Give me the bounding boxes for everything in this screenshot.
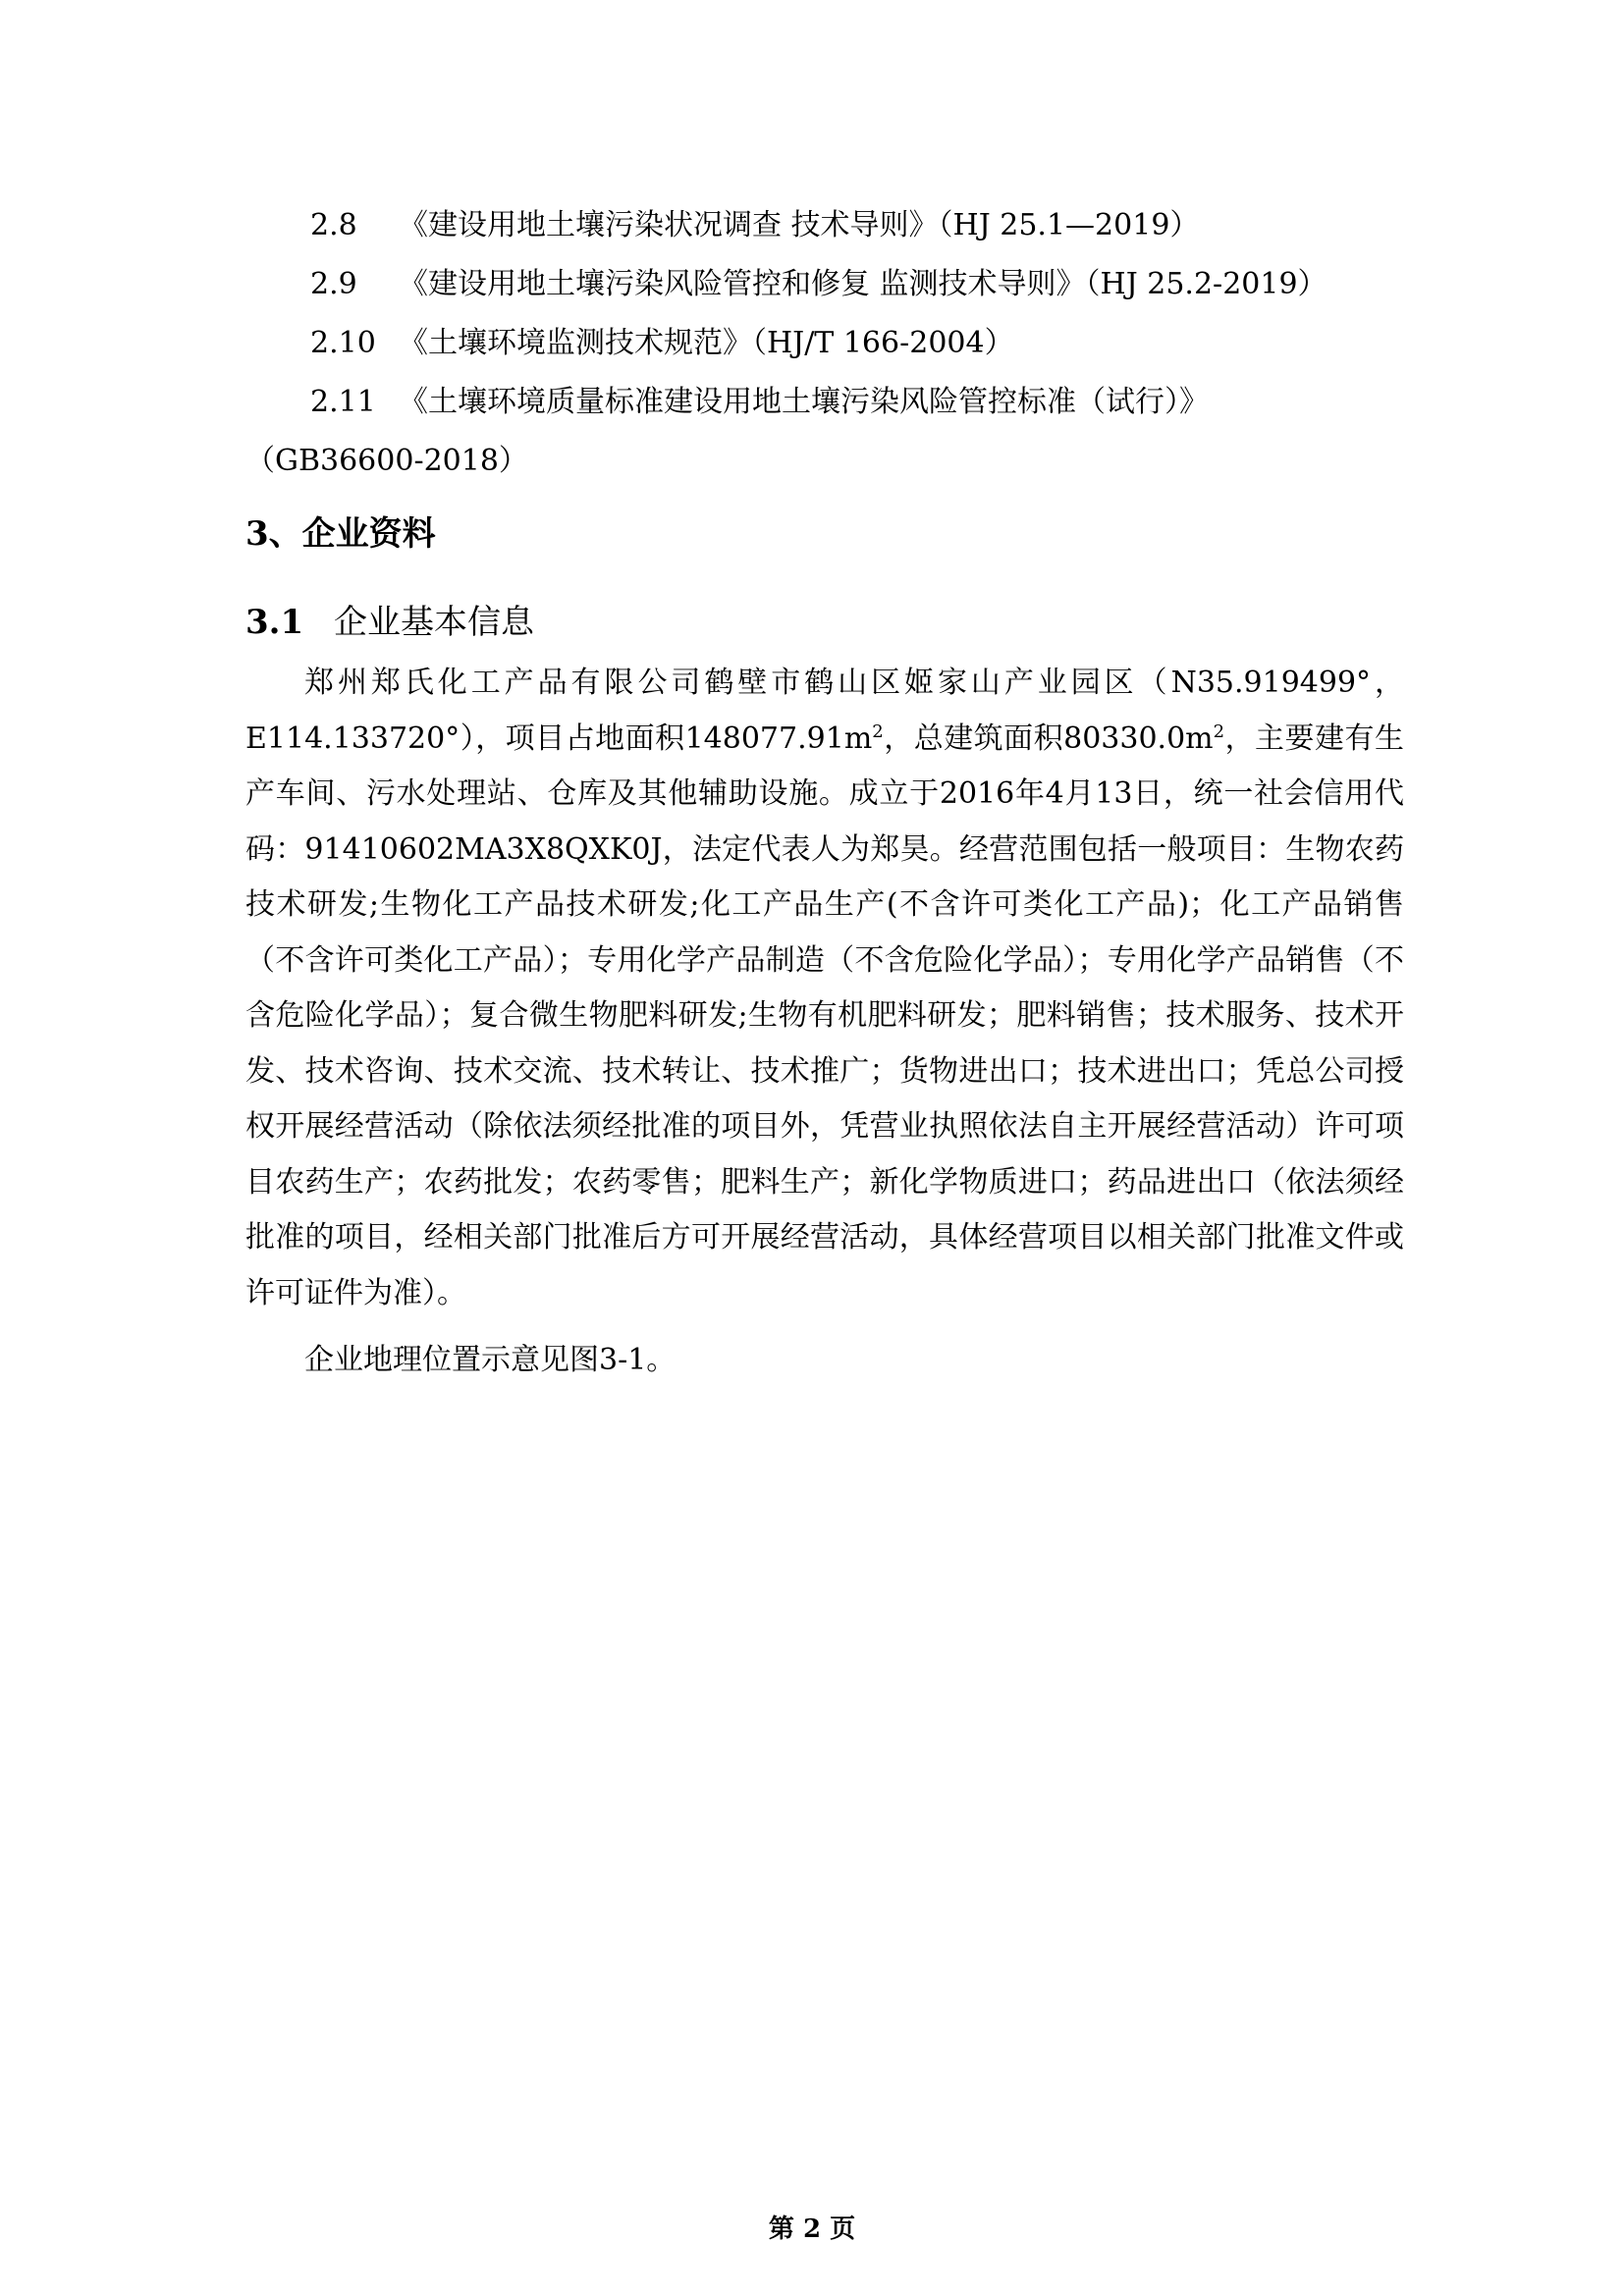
company-info-text-a: 郑州郑氏化工产品有限公司鹤壁市鹤山区姬家山产业园区（N35.919499°，E114.133720°），项目占地面积148077.91m	[245, 666, 1404, 756]
subsection-heading	[245, 593, 1404, 652]
location-figure-paragraph: 企业地理位置示意见图3-1。	[304, 1343, 677, 1377]
subsection-title: 企业基本信息	[334, 603, 534, 642]
reference-number: 2.10	[310, 326, 376, 360]
reference-number: 2.11	[310, 385, 376, 419]
reference-continuation: （GB36600-2018）	[245, 444, 528, 478]
reference-item	[245, 373, 1404, 432]
page-content	[245, 196, 1404, 1418]
reference-number: 2.9	[310, 267, 357, 301]
company-info-text-c: ，主要建有生产车间、污水处理站、仓库及其他辅助设施。成立于2016年4月13日，统一社会信用代码：91410602MA3X8QXK0J，法定代表人为郑昊。经营范围包括一般项目：生物农药技术研发;生物化工产品技术研发;化工产品生产(不含许可类化工产品)；化工产品销售（不含许可类化工产品）；专用化学产品制造（不含危险化学品）；专用化学产品销售（不含危险化学品）；复合微生物肥料研发;生物有机肥料研发；肥料销售；技术服务、技术开发、技术咨询、技术交流、技术转让、技术推广；货物进出口；技术进出口；凭总公司授权开展经营活动（除依法须经批准的项目外，凭营业执照依法自主开展经营活动）许可项目农药生产；农药批发；农药零售；肥料生产；新化学物质进口；药品进出口（依法须经批准的项目，经相关部门批准后方可开展经营活动，具体经营项目以相关部门批准文件或许可证件为准）。	[245, 721, 1404, 1310]
reference-item	[245, 196, 1404, 255]
reference-text: 《建设用地土壤污染状况调查 技术导则》（HJ 25.1—2019）	[399, 208, 1200, 242]
reference-text: 《建设用地土壤污染风险管控和修复 监测技术导则》（HJ 25.2-2019）	[399, 267, 1327, 301]
area-unit-superscript: 2	[872, 721, 884, 742]
page-number: 第 2 页	[768, 2215, 856, 2244]
reference-text: 《土壤环境质量标准建设用地土壤污染风险管控标准（试行）》	[399, 385, 1209, 419]
reference-text: 《土壤环境监测技术规范》（HJ/T 166-2004）	[399, 326, 1014, 360]
company-info-text-b: ，总建筑面积80330.0m	[883, 721, 1214, 756]
company-info-paragraph	[245, 656, 1404, 1321]
subsection-number: 3.1	[245, 603, 304, 642]
section-heading: 3、企业资料	[245, 514, 436, 554]
reference-item	[245, 255, 1404, 314]
reference-number: 2.8	[310, 208, 357, 242]
area-unit-superscript: 2	[1213, 721, 1225, 742]
reference-item	[245, 314, 1404, 373]
